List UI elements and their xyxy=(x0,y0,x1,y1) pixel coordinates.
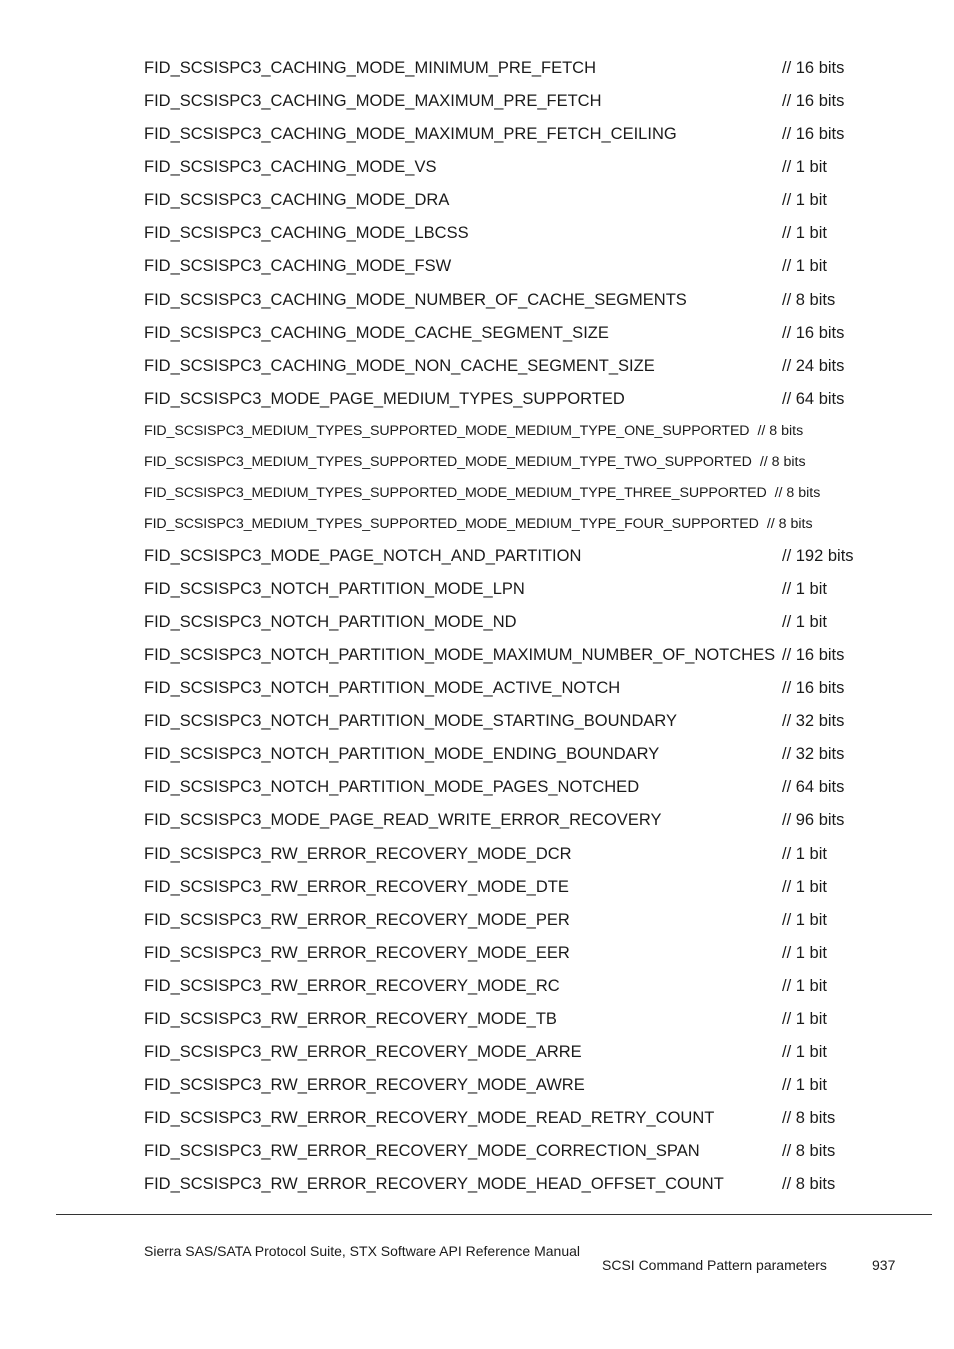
parameter-name: FID_SCSISPC3_CACHING_MODE_DRA xyxy=(144,191,450,210)
parameter-bit-width: // 1 bit xyxy=(782,1009,827,1028)
parameter-bit-width: // 16 bits xyxy=(782,125,845,144)
parameter-row xyxy=(0,1102,954,1135)
parameter-name: FID_SCSISPC3_NOTCH_PARTITION_MODE_ACTIVE_NOTCH xyxy=(144,679,621,698)
parameter-row xyxy=(0,350,954,383)
parameter-row xyxy=(0,85,954,118)
parameter-row xyxy=(0,416,954,447)
parameter-bit-width: // 8 bits xyxy=(782,290,836,309)
parameter-bit-width: // 16 bits xyxy=(782,59,845,77)
parameter-name: FID_SCSISPC3_CACHING_MODE_NUMBER_OF_CACHE_SEGMENTS xyxy=(144,290,687,309)
parameter-name: FID_SCSISPC3_CACHING_MODE_VS xyxy=(144,158,437,177)
parameter-name: FID_SCSISPC3_NOTCH_PARTITION_MODE_ENDING_BOUNDARY xyxy=(144,745,660,764)
parameter-row xyxy=(0,540,954,573)
parameter-bit-width: // 64 bits xyxy=(782,778,845,797)
parameter-bit-width: // 16 bits xyxy=(782,646,845,665)
parameter-row xyxy=(0,1135,954,1168)
parameter-row xyxy=(0,1168,954,1201)
parameter-name: FID_SCSISPC3_RW_ERROR_RECOVERY_MODE_DTE xyxy=(144,877,569,896)
footer-section: SCSI Command Pattern parameters xyxy=(602,1257,827,1273)
parameter-bit-width: // 1 bit xyxy=(782,1043,827,1062)
parameter-name: FID_SCSISPC3_RW_ERROR_RECOVERY_MODE_CORRECTION_SPAN xyxy=(144,1142,700,1161)
parameter-name: FID_SCSISPC3_CACHING_MODE_NON_CACHE_SEGMENT_SIZE xyxy=(144,356,655,375)
parameter-row xyxy=(0,937,954,970)
parameter-name: FID_SCSISPC3_MEDIUM_TYPES_SUPPORTED_MODE_MEDIUM_TYPE_TWO_SUPPORTED xyxy=(144,453,752,470)
parameter-bit-width: // 1 bit xyxy=(782,1076,827,1095)
parameter-bit-width: // 1 bit xyxy=(782,257,827,276)
parameter-row xyxy=(0,317,954,350)
parameter-bit-width: // 8 bits xyxy=(782,1175,836,1194)
parameter-name: FID_SCSISPC3_MODE_PAGE_NOTCH_AND_PARTITION xyxy=(144,546,582,565)
parameter-name: FID_SCSISPC3_NOTCH_PARTITION_MODE_MAXIMUM_NUMBER_OF_NOTCHES xyxy=(144,646,776,665)
footer-manual-title: Sierra SAS/SATA Protocol Suite, STX Software API Reference Manual xyxy=(144,1243,581,1259)
parameter-name: FID_SCSISPC3_RW_ERROR_RECOVERY_MODE_DCR xyxy=(144,844,572,863)
parameter-bit-width: // 1 bit xyxy=(782,158,827,177)
parameter-row xyxy=(0,478,954,509)
parameter-name: FID_SCSISPC3_RW_ERROR_RECOVERY_MODE_EER xyxy=(144,943,570,962)
parameter-name: FID_SCSISPC3_NOTCH_PARTITION_MODE_LPN xyxy=(144,579,525,598)
parameter-row xyxy=(0,1036,954,1069)
footer-page-number: 937 xyxy=(872,1257,896,1273)
parameter-bit-width: // 1 bit xyxy=(782,910,827,929)
parameter-bit-width: // 192 bits xyxy=(782,546,854,565)
parameter-bit-width: // 96 bits xyxy=(782,811,845,830)
parameter-row xyxy=(0,639,954,672)
parameter-row xyxy=(0,383,954,416)
parameter-row xyxy=(0,52,954,85)
parameter-bit-width: // 8 bits xyxy=(766,515,813,532)
parameter-row xyxy=(0,217,954,250)
parameter-row xyxy=(0,118,954,151)
parameter-row xyxy=(0,771,954,804)
parameter-row xyxy=(0,838,954,871)
parameter-row xyxy=(0,672,954,705)
parameter-name: FID_SCSISPC3_RW_ERROR_RECOVERY_MODE_ARRE xyxy=(144,1043,582,1062)
parameter-row xyxy=(0,573,954,606)
parameter-row xyxy=(0,904,954,937)
parameter-list xyxy=(0,52,954,1201)
parameter-row xyxy=(0,1069,954,1102)
parameter-row xyxy=(0,606,954,639)
parameter-bit-width: // 8 bits xyxy=(782,1109,836,1128)
parameter-name: FID_SCSISPC3_MODE_PAGE_MEDIUM_TYPES_SUPPORTED xyxy=(144,389,625,408)
parameter-name: FID_SCSISPC3_RW_ERROR_RECOVERY_MODE_AWRE xyxy=(144,1076,585,1095)
parameter-row xyxy=(0,509,954,540)
parameter-bit-width: // 32 bits xyxy=(782,712,845,731)
parameter-name: FID_SCSISPC3_NOTCH_PARTITION_MODE_ND xyxy=(144,613,517,632)
parameter-name: FID_SCSISPC3_NOTCH_PARTITION_MODE_STARTING_BOUNDARY xyxy=(144,712,678,731)
parameter-name: FID_SCSISPC3_MEDIUM_TYPES_SUPPORTED_MODE_MEDIUM_TYPE_THREE_SUPPORTED xyxy=(144,484,767,501)
parameter-name: FID_SCSISPC3_MEDIUM_TYPES_SUPPORTED_MODE_MEDIUM_TYPE_FOUR_SUPPORTED xyxy=(144,515,759,532)
parameter-bit-width: // 1 bit xyxy=(782,877,827,896)
parameter-name: FID_SCSISPC3_CACHING_MODE_MAXIMUM_PRE_FETCH_CEILING xyxy=(144,125,677,144)
parameter-bit-width: // 16 bits xyxy=(782,323,845,342)
parameter-name: FID_SCSISPC3_MEDIUM_TYPES_SUPPORTED_MODE_MEDIUM_TYPE_ONE_SUPPORTED xyxy=(144,422,750,439)
parameter-inline xyxy=(144,484,820,502)
parameter-name: FID_SCSISPC3_NOTCH_PARTITION_MODE_PAGES_NOTCHED xyxy=(144,778,640,797)
parameter-bit-width: // 16 bits xyxy=(782,92,845,111)
parameter-row xyxy=(0,738,954,771)
parameter-name: FID_SCSISPC3_RW_ERROR_RECOVERY_MODE_READ_RETRY_COUNT xyxy=(144,1109,715,1128)
parameter-name: FID_SCSISPC3_RW_ERROR_RECOVERY_MODE_RC xyxy=(144,976,560,995)
parameter-bit-width: // 1 bit xyxy=(782,224,827,243)
parameter-bit-width: // 1 bit xyxy=(782,976,827,995)
parameter-name: FID_SCSISPC3_RW_ERROR_RECOVERY_MODE_HEAD_OFFSET_COUNT xyxy=(144,1175,724,1194)
parameter-name: FID_SCSISPC3_MODE_PAGE_READ_WRITE_ERROR_RECOVERY xyxy=(144,811,662,830)
parameter-inline xyxy=(144,515,813,533)
parameter-name: FID_SCSISPC3_RW_ERROR_RECOVERY_MODE_TB xyxy=(144,1009,557,1028)
parameter-bit-width: // 8 bits xyxy=(759,453,806,470)
parameter-bit-width: // 1 bit xyxy=(782,844,827,863)
parameter-row xyxy=(0,804,954,837)
parameter-row xyxy=(0,250,954,283)
parameter-bit-width: // 64 bits xyxy=(782,389,845,408)
parameter-bit-width: // 32 bits xyxy=(782,745,845,764)
parameter-bit-width: // 1 bit xyxy=(782,943,827,962)
parameter-name: FID_SCSISPC3_CACHING_MODE_MINIMUM_PRE_FETCH xyxy=(144,59,596,77)
parameter-row xyxy=(0,284,954,317)
parameter-row xyxy=(0,970,954,1003)
parameter-row xyxy=(0,184,954,217)
parameter-name: FID_SCSISPC3_CACHING_MODE_MAXIMUM_PRE_FETCH xyxy=(144,92,602,111)
parameter-row xyxy=(0,151,954,184)
parameter-name: FID_SCSISPC3_RW_ERROR_RECOVERY_MODE_PER xyxy=(144,910,570,929)
parameter-bit-width: // 8 bits xyxy=(782,1142,836,1161)
parameter-bit-width: // 8 bits xyxy=(757,422,804,439)
parameter-row xyxy=(0,871,954,904)
parameter-row xyxy=(0,447,954,478)
parameter-name: FID_SCSISPC3_CACHING_MODE_CACHE_SEGMENT_SIZE xyxy=(144,323,609,342)
parameter-name: FID_SCSISPC3_CACHING_MODE_LBCSS xyxy=(144,224,469,243)
parameter-bit-width: // 24 bits xyxy=(782,356,845,375)
parameter-bit-width: // 1 bit xyxy=(782,579,827,598)
parameter-row xyxy=(0,1003,954,1036)
parameter-bit-width: // 1 bit xyxy=(782,613,827,632)
footer-divider xyxy=(56,1214,932,1215)
parameter-bit-width: // 8 bits xyxy=(774,484,821,501)
parameter-inline xyxy=(144,453,806,471)
parameter-name: FID_SCSISPC3_CACHING_MODE_FSW xyxy=(144,257,452,276)
parameter-bit-width: // 16 bits xyxy=(782,679,845,698)
parameter-row xyxy=(0,705,954,738)
parameter-inline xyxy=(144,422,803,440)
parameter-bit-width: // 1 bit xyxy=(782,191,827,210)
